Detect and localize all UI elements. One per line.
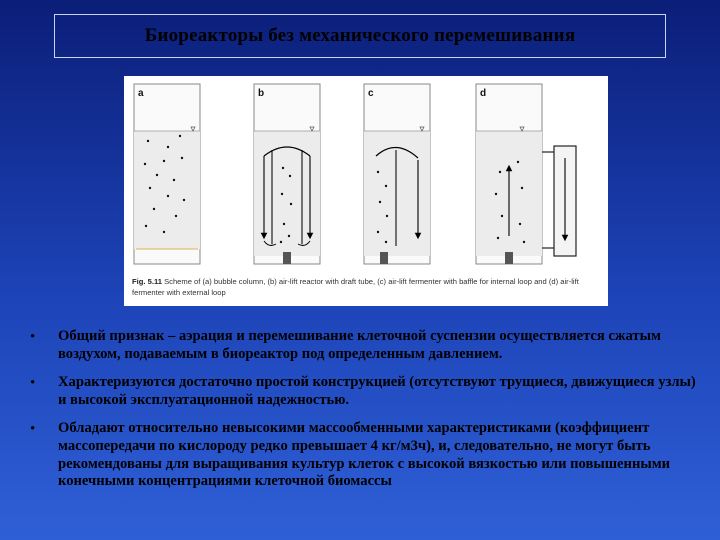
panel-c-airlift-baffle xyxy=(364,84,430,264)
panel-label-c: c xyxy=(368,88,374,99)
bullet-list xyxy=(30,328,700,502)
reactor-schemes xyxy=(124,76,608,306)
panel-label-b: b xyxy=(258,88,265,99)
bullet-marker: • xyxy=(30,421,36,438)
bullet-text-3: Обладают относительно невысокими массообменными характеристиками (коэффициент массопередачи по кислороду редко превышает 4 кг/м3ч), и, следовательно, не могут быть рекомендованы для выращивания культур клеток с высокой вязкостью или повышенными конечными концентрациями клеточной биомассы xyxy=(58,420,671,490)
caption-text: Scheme of (a) bubble column, (b) air-lift reactor with draft tube, (c) air-lift fermenter with baffle for internal loop and (d) air-lift fermenter with external loop xyxy=(132,277,579,297)
bullet-marker: • xyxy=(30,329,36,345)
bullet-item-1 xyxy=(30,328,700,363)
bullet-text-2: Характеризуются достаточно простой конструкцией (отсутствуют трущиеся, движущиеся узлы) и высокой эксплуатационной надежностью. xyxy=(58,374,696,408)
bullet-text-1: Общий признак – аэрация и перемешивание клеточной суспензии осуществляется сжатым воздухом, подаваемым в биореактор под определенным давлением. xyxy=(58,328,661,362)
panel-label-a: a xyxy=(138,88,144,99)
panel-a-bubble-column xyxy=(134,84,200,264)
bullet-item-3 xyxy=(30,420,700,490)
caption-fig-number: Fig. 5.11 xyxy=(132,277,162,286)
reactor-figure xyxy=(124,76,608,306)
panel-d-airlift-external-loop xyxy=(476,84,576,264)
page-title: Биореакторы без механического перемешивания xyxy=(144,25,576,46)
bullet-marker: • xyxy=(30,375,36,392)
panel-label-d: d xyxy=(480,88,487,99)
panel-b-airlift-draft-tube xyxy=(254,84,320,264)
figure-caption xyxy=(132,276,602,298)
title-box xyxy=(54,14,666,58)
bullet-item-2 xyxy=(30,374,700,409)
